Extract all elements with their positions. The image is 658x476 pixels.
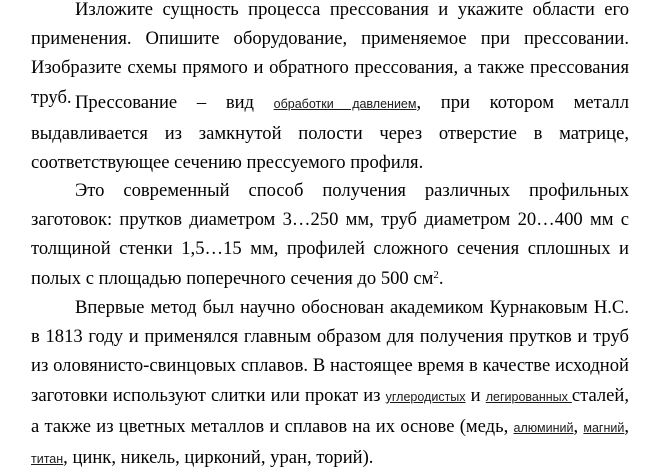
history-mid4: , xyxy=(624,415,629,437)
method-paragraph xyxy=(31,176,629,293)
history-end: , цинк, никель, цирконий, уран, торий). xyxy=(63,447,374,469)
link-titan[interactable]: титан xyxy=(31,452,64,467)
definition-paragraph xyxy=(31,88,629,178)
history-paragraph xyxy=(31,293,629,474)
definition-text-after: , при котором металл выдавливается из замкнутой полости через отверстие в матрице, соответствующее сечению прессуемого профиля. xyxy=(31,92,629,174)
superscript-2: 2 xyxy=(433,268,439,281)
history-text: Впервые метод был научно обоснован академиком Курнаковым Н.С. в 1813 году и применялся главным образом для получения прутков и труб из оловянисто-свинцовых сплавов. В настоящее время в качестве исходной заготовки используют слитки или прокат из xyxy=(31,297,629,406)
history-mid2: сталей, а также из цветных металлов и сплавов на их основе (медь, xyxy=(31,384,629,437)
method-text: Это современный способ получения различных профильных заготовок: прутков диаметром 3…250 мм, труб диаметром 20…400 мм с толщиной стенки 1,5…15 мм, профилей сложного сечения сплошных и полых с площадью поперечного сечения до 500 см xyxy=(31,180,629,289)
link-magniy[interactable]: магний xyxy=(583,420,625,435)
task-text: Изложите сущность процесса прессования и укажите области его применения. Опишите оборудование, применяемое при прессовании. Изобразите схемы прямого и обратного прессования, а также прессования труб. xyxy=(31,0,629,108)
history-mid3: , xyxy=(573,415,584,437)
link-aluminiy[interactable]: алюминий xyxy=(513,420,574,435)
link-legirovannyh[interactable]: легированных xyxy=(485,389,572,404)
method-end: . xyxy=(438,267,444,289)
definition-text-before: Прессование – вид xyxy=(75,92,274,113)
link-uglerodistyh[interactable]: углеродистых xyxy=(385,389,466,404)
link-obrabotka-davleniem[interactable]: обработки давлением xyxy=(273,97,417,111)
history-mid1: и xyxy=(465,384,486,406)
